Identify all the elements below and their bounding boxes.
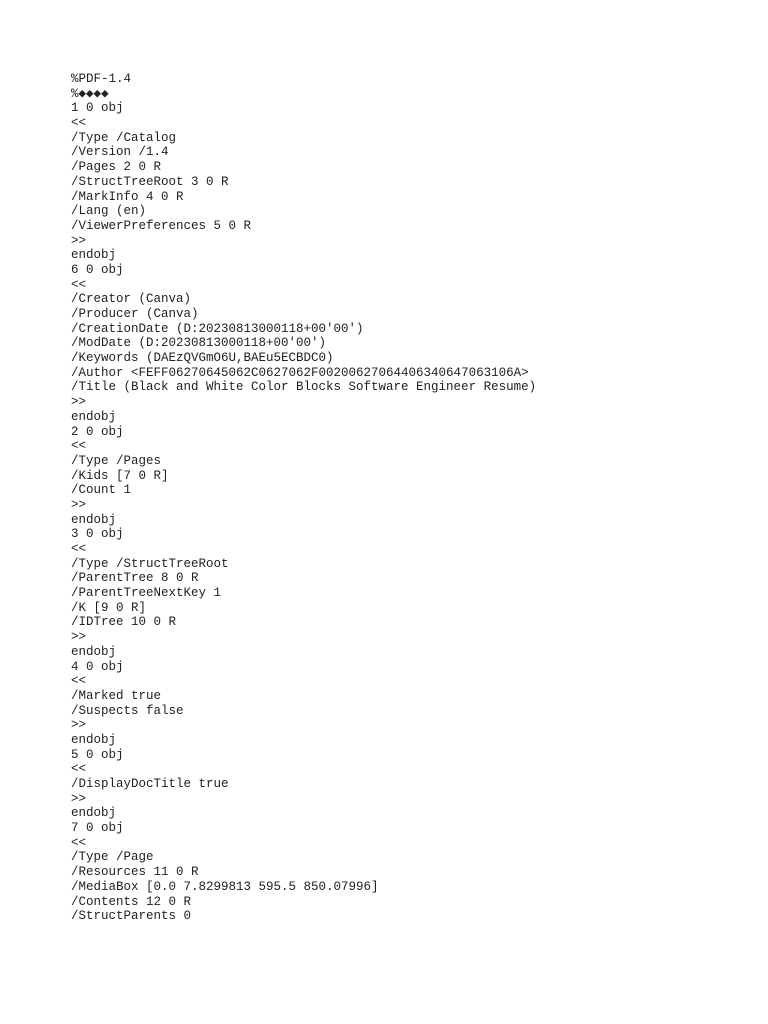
text-line: /Count 1 xyxy=(71,483,132,498)
text-line: /Pages 2 0 R xyxy=(71,160,162,175)
text-line: /Type /Page xyxy=(71,850,154,865)
text-line: /MediaBox [0.0 7.8299813 595.5 850.07996] xyxy=(71,879,379,894)
text-line: /Title (Black and White Color Blocks Software Engineer Resume) xyxy=(71,380,537,395)
text-line: endobj xyxy=(71,732,117,747)
text-line: /ParentTreeNextKey 1 xyxy=(71,586,222,601)
text-line: /Type /Pages xyxy=(71,453,162,468)
text-line: /IDTree 10 0 R xyxy=(71,615,177,630)
text-line: /CreationDate (D:20230813000118+00'00') xyxy=(71,321,364,336)
text-line: /Resources 11 0 R xyxy=(71,865,199,880)
text-line: /DisplayDocTitle true xyxy=(71,777,229,791)
text-line: << xyxy=(71,277,87,292)
text-line: endobj xyxy=(71,409,117,424)
text-line: /Suspects false xyxy=(71,703,184,718)
text-line: endobj xyxy=(71,806,117,821)
text-line: /Kids [7 0 R] xyxy=(71,468,169,483)
text-line: << xyxy=(71,674,87,689)
text-line: 2 0 obj xyxy=(71,424,124,439)
text-line: 6 0 obj xyxy=(71,262,124,277)
text-line: /K [9 0 R] xyxy=(71,600,147,615)
text-line: >> xyxy=(71,497,87,512)
text-line: >> xyxy=(71,395,87,410)
text-line: 5 0 obj xyxy=(71,747,124,762)
text-line: /Type /Catalog xyxy=(71,130,177,145)
text-line: >> xyxy=(71,233,87,248)
text-line: /Lang (en) xyxy=(71,204,147,219)
text-line: << xyxy=(71,542,87,556)
text-line: /Author <FEFF06270645062C0627062F00200627064406340647063106A> xyxy=(71,365,529,380)
text-line: /Producer (Canva) xyxy=(71,307,199,321)
text-line: %PDF-1.4 xyxy=(71,72,132,86)
text-line: << xyxy=(71,835,87,850)
text-line: /Contents 12 0 R xyxy=(71,894,192,909)
text-line: 3 0 obj xyxy=(71,527,124,542)
text-line: >> xyxy=(71,791,87,806)
text-line: /StructTreeRoot 3 0 R xyxy=(71,174,229,189)
text-line: /Marked true xyxy=(71,688,162,703)
text-line: /ModDate (D:20230813000118+00'00') xyxy=(71,336,327,351)
text-line: 4 0 obj xyxy=(71,659,124,674)
text-line: endobj xyxy=(71,248,117,263)
text-line: /StructParents 0 xyxy=(71,909,192,924)
text-line: << xyxy=(71,116,87,131)
text-line: /Creator (Canva) xyxy=(71,292,192,307)
text-line: /Keywords (DAEzQVGmO6U,BAEu5ECBDC0) xyxy=(71,351,334,366)
text-line: << xyxy=(71,762,87,777)
text-line: /Type /StructTreeRoot xyxy=(71,556,229,571)
text-line: << xyxy=(71,439,87,454)
text-line: endobj xyxy=(71,644,117,659)
text-line: /ViewerPreferences 5 0 R xyxy=(71,218,252,233)
text-line: endobj xyxy=(71,512,117,527)
text-line: >> xyxy=(71,630,87,645)
text-line: /MarkInfo 4 0 R xyxy=(71,189,184,204)
text-line: >> xyxy=(71,718,87,733)
text-line: /Version /1.4 xyxy=(71,145,169,160)
text-line: %◆◆◆◆ xyxy=(71,86,109,101)
text-line: /ParentTree 8 0 R xyxy=(71,571,199,586)
text-line: 7 0 obj xyxy=(71,821,124,836)
pdf-source-text xyxy=(71,72,761,924)
text-line: 1 0 obj xyxy=(71,101,124,116)
